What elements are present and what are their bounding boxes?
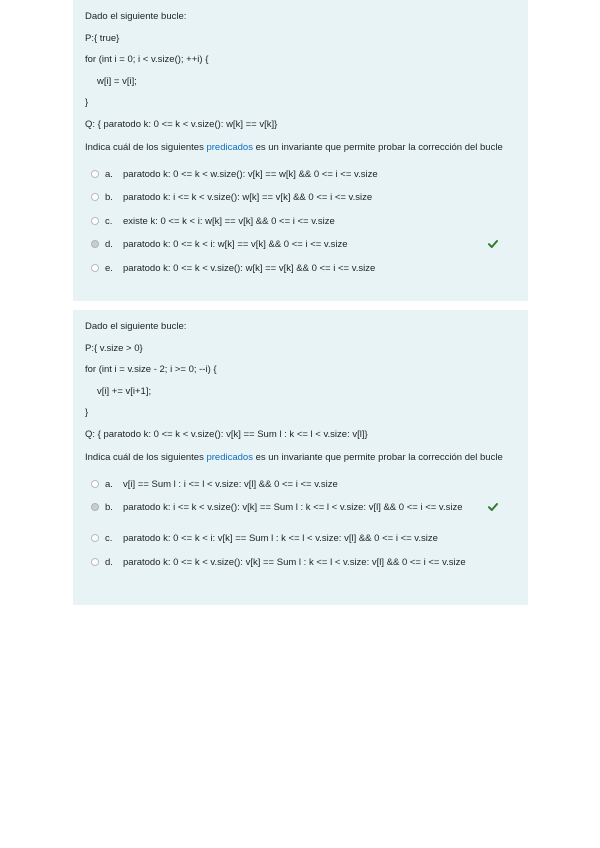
precondition: P:{ true}: [85, 32, 120, 44]
option-text: paratodo k: i <= k < v.size(): v[k] == Sum l : k <= l < v.size: v[l] && 0 <= i <= v.size: [123, 502, 463, 514]
option-text: paratodo k: 0 <= k < w.size(): v[k] == w[k] && 0 <= i <= v.size: [123, 168, 378, 180]
radio-button[interactable]: [91, 558, 99, 566]
loop-body: w[i] = v[i];: [97, 75, 137, 87]
option-b[interactable]: [85, 191, 516, 215]
option-d[interactable]: [85, 238, 516, 262]
predicados-link[interactable]: predicados: [206, 451, 253, 463]
option-letter: e.: [105, 262, 113, 274]
option-text: v[i] == Sum l : i <= l < v.size: v[l] && 0 <= i <= v.size: [123, 478, 338, 490]
loop-close: }: [85, 407, 89, 419]
option-text: paratodo k: 0 <= k < i: w[k] == v[k] && 0 <= i <= v.size: [123, 239, 348, 251]
option-a[interactable]: [85, 168, 516, 192]
radio-button[interactable]: [91, 217, 99, 225]
postcondition: Q: { paratodo k: 0 <= k < v.size(): v[k] == Sum l : k <= l < v.size: v[l]}: [85, 428, 368, 440]
radio-button[interactable]: [91, 480, 99, 488]
precondition: P:{ v.size > 0}: [85, 342, 143, 354]
option-text: paratodo k: 0 <= k < v.size(): v[k] == Sum l : k <= l < v.size: v[l] && 0 <= i <= v.size: [123, 556, 466, 568]
radio-button[interactable]: [91, 193, 99, 201]
option-letter: d.: [105, 239, 113, 251]
option-b[interactable]: [85, 501, 516, 532]
radio-button[interactable]: [91, 264, 99, 272]
option-letter: a.: [105, 478, 113, 490]
option-letter: a.: [105, 168, 113, 180]
option-c[interactable]: [85, 215, 516, 239]
answer-options: [85, 478, 516, 580]
question-card-1: [73, 0, 528, 301]
option-text: paratodo k: 0 <= k < v.size(): w[k] == v[k] && 0 <= i <= v.size: [123, 262, 376, 274]
loop-header: for (int i = v.size - 2; i >= 0; --i) {: [85, 364, 217, 376]
prompt-text-start: Indica cuál de los siguientes: [85, 451, 207, 463]
question-prompt: [85, 141, 516, 154]
option-letter: c.: [105, 215, 113, 227]
prompt-text-start: Indica cuál de los siguientes: [85, 141, 207, 153]
option-c[interactable]: [85, 532, 516, 556]
option-text: paratodo k: 0 <= k < i: v[k] == Sum l : k <= l < v.size: v[l] && 0 <= i <= v.size: [123, 533, 438, 545]
option-letter: c.: [105, 533, 113, 545]
postcondition: Q: { paratodo k: 0 <= k < v.size(): w[k] == v[k]}: [85, 118, 278, 130]
answer-options: [85, 168, 516, 286]
prompt-text-end: es un invariante que permite probar la corrección del bucle: [252, 451, 503, 463]
predicados-link[interactable]: predicados: [206, 141, 253, 153]
option-text: existe k: 0 <= k < i: w[k] == v[k] && 0 <= i <= v.size: [123, 215, 335, 227]
correct-check-icon: [488, 239, 498, 249]
option-text: paratodo k: i <= k < v.size(): w[k] == v[k] && 0 <= i <= v.size: [123, 192, 373, 204]
radio-button[interactable]: [91, 534, 99, 542]
option-letter: d.: [105, 556, 113, 568]
option-d[interactable]: [85, 556, 516, 580]
question-card-2: [73, 310, 528, 605]
prompt-text-end: es un invariante que permite probar la corrección del bucle: [252, 141, 503, 153]
question-prompt: [85, 451, 516, 464]
loop-header: for (int i = 0; i < v.size(); ++i) {: [85, 54, 209, 66]
radio-button-selected[interactable]: [91, 503, 99, 511]
correct-check-icon: [488, 502, 498, 512]
loop-close: }: [85, 97, 89, 109]
question-intro: Dado el siguiente bucle:: [85, 11, 187, 22]
option-a[interactable]: [85, 478, 516, 502]
radio-button-selected[interactable]: [91, 240, 99, 248]
option-e[interactable]: [85, 262, 516, 286]
radio-button[interactable]: [91, 170, 99, 178]
question-intro: Dado el siguiente bucle:: [85, 321, 187, 332]
option-letter: b.: [105, 192, 113, 204]
option-letter: b.: [105, 502, 113, 514]
loop-body: v[i] += v[i+1];: [97, 385, 152, 397]
